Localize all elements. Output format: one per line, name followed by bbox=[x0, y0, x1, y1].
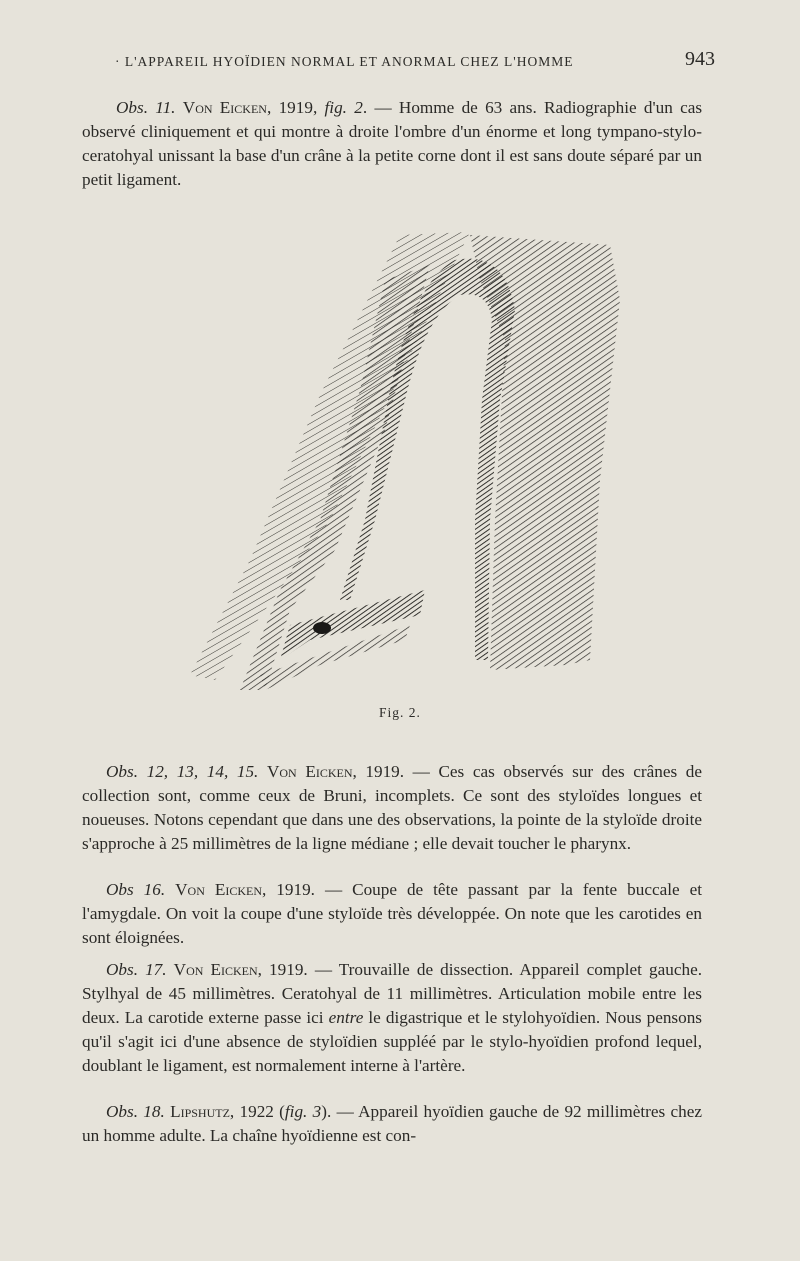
figure-caption: Fig. 2. bbox=[379, 705, 421, 720]
running-title: · L'APPAREIL HYOÏDIEN NORMAL ET ANORMAL CHEZ L'HOMME bbox=[115, 54, 574, 69]
author-name: Von Eicken bbox=[173, 960, 258, 979]
paragraph-obs-12-15 bbox=[82, 760, 702, 856]
page-number: 943 bbox=[685, 48, 715, 70]
figure-reference: fig. 2 bbox=[324, 98, 363, 117]
paragraph-obs-16 bbox=[82, 878, 702, 950]
obs-label: Obs. 17. bbox=[106, 960, 167, 979]
paragraph-obs-17 bbox=[82, 958, 702, 1078]
paragraph-text: ). — Appareil hyoïdien gauche de 92 millimètres chez un homme adulte. La chaîne hyoïdienne est con- bbox=[82, 1102, 702, 1145]
author-name: Von Eicken bbox=[175, 880, 263, 899]
paragraph-obs-18 bbox=[82, 1100, 702, 1148]
emphasis-text: entre bbox=[328, 1008, 364, 1027]
paragraph-text: , 1919. — Coupe de tête passant par la fente buccale et l'amygdale. On voit la coupe d'une styloïde très développée. On note que les carotides en sont éloignées. bbox=[82, 880, 702, 947]
obs-label: Obs. 12, 13, 14, 15. bbox=[106, 762, 259, 781]
paragraph-text: le digastrique et le stylohyoïdien. Nous pensons qu'il s'agit ici d'une absence de styloïdien suppléé par le stylo-hyoïdien profond lequel, doublant le ligament, est normalement interne à l'artère. bbox=[82, 1008, 702, 1075]
figure-reference: fig. 3 bbox=[284, 1102, 322, 1121]
author-name: Von Eicken bbox=[182, 98, 267, 117]
paragraph-text: . — Homme de 63 ans. Radiographie d'un cas observé cliniquement et qui montre à droite l'ombre d'un énorme et long tympano-stylo-ceratohyal unissant la base d'un crâne à la petite corne dont il est sans doute séparé par un petit ligament. bbox=[82, 98, 703, 189]
running-head bbox=[115, 50, 715, 74]
radiograph-figure bbox=[170, 220, 640, 700]
styloid-radiograph-drawing bbox=[170, 220, 640, 700]
paragraph-text: , 1919. — Ces cas observés sur des crânes de collection sont, comme ceux de Bruni, incomplets. Ce sont des styloïdes longues et noueuses. Notons cependant que dans une des observations, la pointe de la styloïde droite s'approche à 25 millimètres de la ligne médiane ; elle devait toucher le pharynx. bbox=[82, 762, 702, 853]
obs-label: Obs 16. bbox=[106, 880, 166, 899]
paragraph-text: , 1922 ( bbox=[229, 1102, 285, 1121]
ligament-junction bbox=[313, 622, 331, 634]
obs-label: Obs. 11. bbox=[116, 98, 176, 117]
author-name: Lipshutz bbox=[170, 1102, 230, 1121]
obs-label: Obs. 18. bbox=[106, 1102, 165, 1121]
author-name: Von Eicken bbox=[266, 762, 353, 781]
paragraph-text: , 1919. — Trouvaille de dissection. Appareil complet gauche. Stylhyal de 45 millimètres. Ceratohyal de 11 millimètres. Articulation mobile entre les deux. La carotide externe passe ici bbox=[82, 960, 702, 1027]
paragraph-text: , 1919, bbox=[266, 98, 325, 117]
paragraph-obs-11 bbox=[82, 96, 702, 192]
